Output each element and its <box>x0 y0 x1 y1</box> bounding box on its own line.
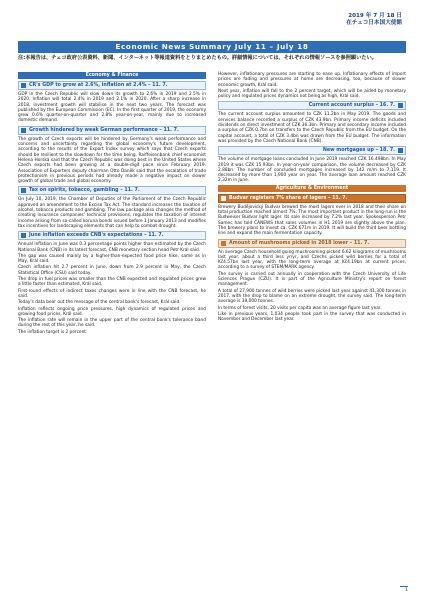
article-heading-text: ČR's GDP to grow at 2.6%, inflation at 2.4% – 11. 7. <box>29 83 168 88</box>
article-paragraph: First-round effects of indirect taxes changes were in line with the CNB forecast, he said. <box>18 288 206 299</box>
section-header-economy: Economy & Finance <box>18 72 206 79</box>
article-paragraph: GDP in the Czech Republic will slow down its growth to 2.6% in 2019 and 2.5% in 2020. Inflation will total 2.4% in 2019 and 2.1% in 2020. After a sharp increase in 2018, investment growth will stabilise in the next two years. The forecast was published by the European Commission (EC). In the first quarter of 2019, the economy grew 0.6% quarter-on-quarter and 2.8% year-on-year, mainly due to increased domestic demand. <box>18 92 206 124</box>
article-paragraph: Czech inflation hit 2.7 percent in June, down from 2.9 percent in May, the Czech Statistical Office (CSU) said today. <box>18 265 206 276</box>
article-heading <box>18 81 206 90</box>
section-header-agriculture: Agriculture & Environment <box>218 185 406 192</box>
disclaimer-note: 注:本報告は、チェコ政府公表資料、新聞、インターネット等報道資料をとりまとめたもの。詳細情報については、それぞれの情報ソースを参照願いたい。 <box>18 55 377 61</box>
article-heading-text: Growth hindered by weak German performance – 11. 7. <box>29 127 179 133</box>
article-icon <box>221 196 226 201</box>
date-block <box>346 13 402 27</box>
embassy-name: 在チェコ日本国大使館 <box>346 20 402 26</box>
right-column <box>218 72 406 323</box>
article-paragraph: The gap was caused mainly by a higher-than-expected food price hike, same as in May, Král said. <box>18 253 206 265</box>
article-paragraph: However, inflationary pressures are starting to ease up. Inflationary effects of import prices are fading and pressures at home are decreasing, too, because of slower economic growth, Král said. <box>218 72 406 88</box>
article-heading <box>18 231 206 240</box>
article-paragraph: The current account surplus amounted to CZK 11.2bn in May 2019. The goods and services balance recorded a surplus of CZK 43.9bn. Primary income deficits included dividends on direct investment of CZK 36.3bn. Primary and secondary income included a surplus of CZK 0.7bn on transfers to the Czech Republic from the EU budget. On the capital account, a total of CZK 3.4bn was drawn from the EU budget. The information was provided by the Czech National Bank (ČNB). <box>218 112 406 144</box>
article-heading <box>218 239 406 248</box>
article-icon <box>21 188 26 193</box>
article-paragraph: An average Czech household going mushrooming picked 6.62 kilograms of mushrooms last year, about a third less yr/yr, and Czechs picked wild berries for a total of Kč4.57bn last year, with the long-term average at Kč4.19bn at current prices, according to a survey of STEM/MARK agency. <box>218 249 406 271</box>
article-heading-text: Tax on spirits, tobacco, gambling – 11. 7. <box>29 188 140 194</box>
article-paragraph: The growth of Czech exports will be hindered by Germany's weak performance and concerns and uncertainty regarding the global economy's future development, according to the results of the Export Index survey which says that Czech exports should be resilient to the slowdown for the time being. Raiffeisenbank chief economist Helena Horská said that the Czech Republic was doing best in the United States where Czech exports had been growing at a double-digit pace since February 2019. Association of Exporters deputy chairman Otto Daněk said that the escalation of trade protectionism in previous periods had already made a negative impact on slower growth of global trade and global economy. <box>18 136 206 185</box>
article-heading <box>18 126 206 135</box>
article-paragraph: Inflation reflects ongoing price pressures, high dynamics of regulated prices and growing food prices, Král said. <box>18 306 206 317</box>
article-paragraph: The survey is carried out annually in cooperation with the Czech University of Life Sciences Prague (CZU). It is part of the Agriculture Ministry's report on forest management. <box>218 271 406 288</box>
article-icon <box>398 148 403 153</box>
article-paragraph: Annual inflation in June was 0.3 percentage points higher than estimated by the Czech National Bank (CNB) in its latest forecast, CNB monetary section head Petr Král said. <box>18 242 206 253</box>
article-paragraph: Like in previous years, 1,034 people took part in the survey that was conducted in November and December last year. <box>218 311 406 323</box>
article-paragraph: Brewery Budějovický Budvar brewed the most lagers ever in 2018 and their share on total production reached almost 7%. The most important product in the long-run is the Budweiser Budvar light lager. Its sale increased by 7.2% last year. Spokesperson Petr Samec has told ČANEWS that sales volumes in H1 2019 are slightly above the plan. The brewery plans to invest ca. CZK 671m in 2019. It will build the third beer bottling line and expand the main fermentation capacity. <box>218 204 406 237</box>
page-number-rule <box>400 586 408 587</box>
article-heading-text: June inflation exceeds CNB's expectations – 11. 7. <box>29 233 164 239</box>
article-heading-text: New mortgages up – 18. 7. <box>322 148 395 154</box>
article-heading <box>218 101 406 110</box>
article-paragraph: In terms of forest visits, 20 visits per capita was an average figure last year. <box>218 305 382 311</box>
article-paragraph: The inflation target is 2 percent. <box>18 329 88 335</box>
newsletter-title: Economic News Summary July 11 – July 18 <box>18 41 406 53</box>
article-heading <box>18 186 206 195</box>
article-paragraph: A total of 27,900 tonnes of wild berries were picked last year against 41,300 tonnes in 2017, with the drop to blame on an extreme drought, the survey said. The long-term average is 39,000 tonnes. <box>218 288 406 305</box>
article-paragraph: On July 10, 2019, the Chamber of Deputies of the Parliament of the Czech Republic approved an amendment to the Excise Tax Act. The standard increases the taxation of alcohol, tobacco products and gambling. The law package also changes the method of creating insurance companies' technical provisions, regulates the taxation of interest income arising from so-called koruna bonds issued before 1 January 2013 and modifies tax incentives for landscaping elements that can help to combat drought. <box>18 197 206 229</box>
article-heading-text: Budvar registers 7% share of lagers – 11. 7. <box>229 195 348 201</box>
article-heading-text: Current account surplus – 16. 7. <box>308 103 395 109</box>
article-paragraph: Next year, inflation will fall to the 2 percent target, which will be aided by monetary policy and regulated prices dynamics not being as high, Král said. <box>218 88 406 100</box>
article-heading <box>218 194 406 203</box>
left-column <box>18 72 206 336</box>
page-number: 1 <box>405 588 408 593</box>
report-date: 2019 年 7 月 18 日 <box>348 13 402 19</box>
article-paragraph: The drop in fuel prices was smaller than the CNB expected and regulated prices grew a little faster than estimated, Král said. <box>18 277 206 288</box>
article-paragraph: The volume of mortgage loans concluded in June 2019 reached CZK 16.498bn. In May 2019 it was CZK 15.93bn. In year-on-year comparison, the volume decreased by CZK 2.88bn. The number of concluded mortgages increased by 142 m/m to 7,119. It decreased by more than 1,900 year on year. The average loan amount reached CZK 2.32m in June. <box>218 157 406 184</box>
article-icon <box>21 83 26 88</box>
article-heading-text: Amount of mushrooms picked in 2018 lower – 11. 7. <box>229 240 370 246</box>
article-icon <box>221 241 226 246</box>
article-icon <box>21 128 26 133</box>
article-icon <box>21 233 26 238</box>
article-icon <box>398 103 403 108</box>
article-paragraph: The inflation rate will remain in the upper part of the central bank's tolerance band during the rest of this year, he said. <box>18 318 206 329</box>
article-heading <box>218 146 406 155</box>
article-paragraph: Today's data bear out the message of the central bank's forecast, Král said. <box>18 300 181 306</box>
